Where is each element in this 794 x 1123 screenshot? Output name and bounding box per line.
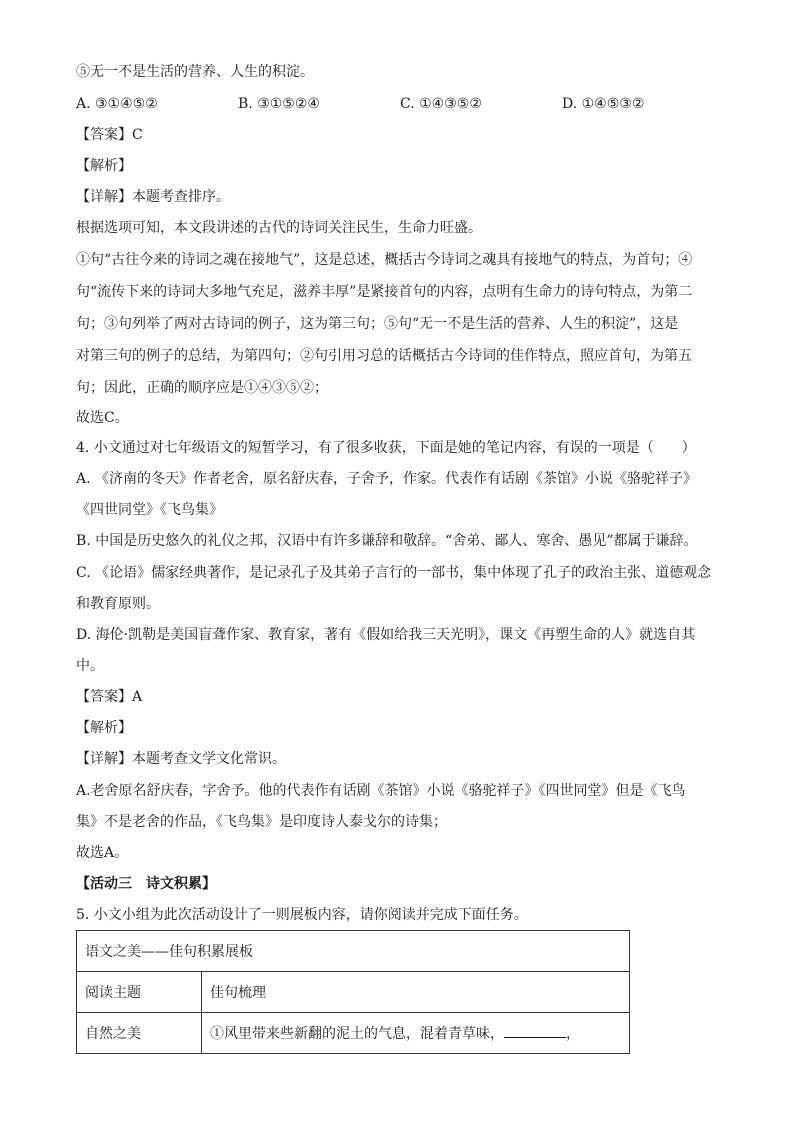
q4-option-b: B. 中国是历史悠久的礼仪之邦，汉语中有许多谦辞和敬辞。“舍弟、鄙人、寒舍、愚见”都属于谦辞。 [76, 533, 698, 549]
sentence-tail: ， [566, 1026, 580, 1042]
q3-item-5: ⑤无一不是生活的营养、人生的积淀。 [76, 64, 314, 80]
q3-answer: 【答案】C [76, 127, 143, 143]
q3-options [76, 94, 716, 114]
q3-body-line: ①句“古往今来的诗词之魂在接地气”，这是总述，概括古今诗词之魂具有接地气的特点，为首句；④ [76, 252, 693, 268]
q3-body-line: 句“流传下来的诗词大多地气充足，滋养丰厚”是紧接首句的内容，点明有生命力的诗句特点，为第二 [76, 284, 693, 300]
q4-option-c-cont: 和教育原则。 [76, 596, 160, 612]
q3-conclusion: 故选C。 [76, 410, 129, 426]
q3-option-d: D. ①④⑤③② [562, 96, 645, 112]
q4-body-line: 集》不是老舍的作品，《飞鸟集》是印度诗人泰戈尔的诗集； [76, 814, 447, 830]
q4-stem: 4. 小文通过对七年级语文的短暂学习，有了很多收获，下面是她的笔记内容，有误的一项是（ ） [76, 440, 696, 456]
q3-body-line: 对第三句的例子的总结，为第四句；②句引用习总的话概括古今诗词的佳作特点，照应首句，为第五 [76, 348, 692, 364]
q3-analysis-label: 【解析】 [76, 158, 132, 174]
section-title: 【活动三 诗文积累】 [76, 876, 216, 892]
fill-in-blank[interactable] [504, 1023, 566, 1038]
q3-body-line: 根据选项可知，本文段讲述的古代的诗词关注民生，生命力旺盛。 [76, 220, 482, 236]
table-cell-theme: 自然之美 [77, 1013, 202, 1054]
q4-option-c: C. 《论语》儒家经典著作，是记录孔子及其弟子言行的一部书，集中体现了孔子的政治主张、道德观念 [76, 565, 712, 581]
table-header-sentences: 佳句梳理 [202, 972, 630, 1013]
q3-option-a: A. ③①④⑤② [76, 96, 158, 112]
table-title-cell: 语文之美——佳句积累展板 [77, 931, 630, 972]
table-row [77, 931, 630, 972]
q4-option-a: A. 《济南的冬天》作者老舍，原名舒庆春，子舍予，作家。代表作有话剧《茶馆》小说《骆驼祥子》 [76, 471, 698, 487]
q4-detail: 【详解】本题考查文学文化常识。 [76, 751, 286, 767]
q3-body-line: 句；因此，正确的顺序应是①④③⑤②； [76, 380, 328, 396]
sentence-text: ①风里带来些新翻的泥土的气息，混着青草味， [210, 1026, 504, 1042]
q3-option-b: B. ③①⑤②④ [238, 96, 320, 112]
q4-option-d: D. 海伦·凯勒是美国盲聋作家、教育家，著有《假如给我三天光明》，课文《再塑生命的人》就选自其 [76, 627, 696, 643]
q5-stem: 5. 小文小组为此次活动设计了一则展板内容，请你阅读并完成下面任务。 [76, 907, 528, 923]
q4-option-a-cont: 《四世同堂》《飞鸟集》 [76, 502, 223, 518]
q4-conclusion: 故选A。 [76, 845, 129, 861]
q4-option-d-cont: 中。 [76, 658, 104, 674]
q3-detail: 【详解】本题考查排序。 [76, 189, 230, 205]
table-row [77, 1013, 630, 1054]
q4-answer: 【答案】A [76, 689, 143, 705]
q3-body-line: 句；③句列举了两对古诗词的例子，这为第三句；⑤句“无一不是生活的营养、人生的积淀”，这是 [76, 316, 679, 332]
q4-analysis-label: 【解析】 [76, 720, 132, 736]
q4-body-line: A.老舍原名舒庆春，字舍予。他的代表作有话剧《茶馆》小说《骆驼祥子》《四世同堂》但是《飞鸟 [76, 783, 686, 799]
display-board-table [76, 930, 630, 1054]
table-header-theme: 阅读主题 [77, 972, 202, 1013]
q3-option-c: C. ①④③⑤② [400, 96, 482, 112]
table-cell-sentence [202, 1013, 630, 1054]
table-row [77, 972, 630, 1013]
